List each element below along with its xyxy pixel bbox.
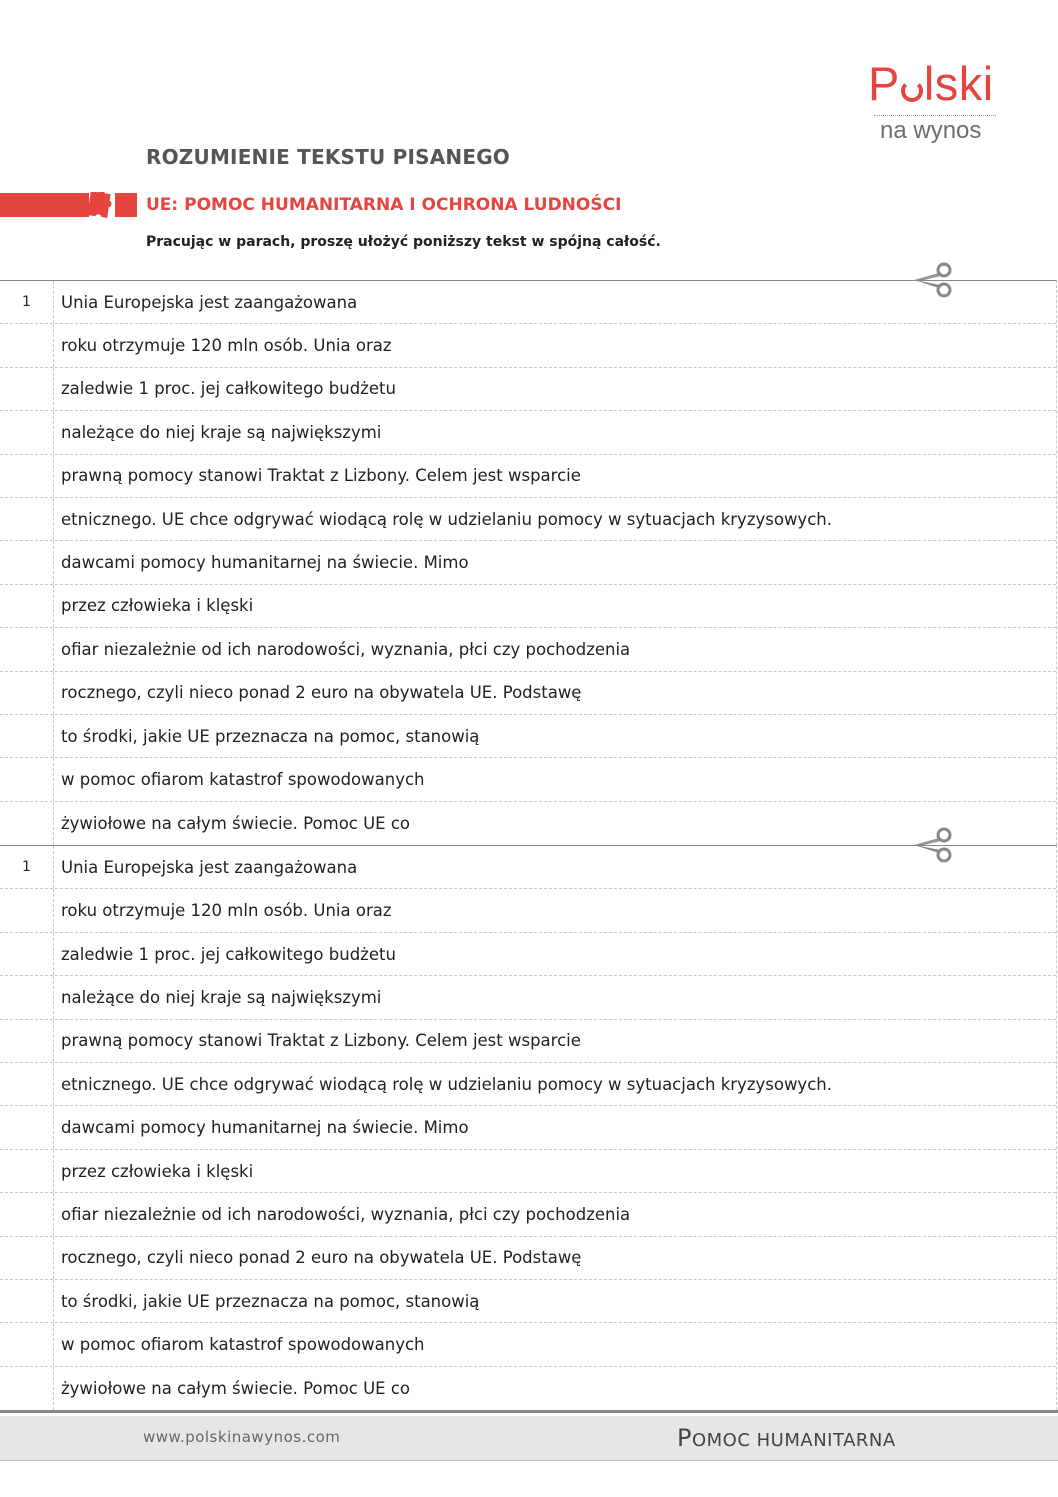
logo-letters: lski — [923, 57, 994, 110]
strip-row — [0, 498, 1056, 541]
strip-text: to środki, jakie UE przeznacza na pomoc, stanowią — [61, 1291, 480, 1311]
strip-number — [0, 758, 54, 800]
strip-text: żywiołowe na całym świecie. Pomoc UE co — [61, 1378, 411, 1398]
strip-number — [0, 1280, 54, 1322]
strip-text: rocznego, czyli nieco ponad 2 euro na obywatela UE. Podstawę — [61, 1248, 582, 1268]
strip-text: w pomoc ofiarom katastrof spowodowanych — [61, 1335, 425, 1355]
strip-number — [0, 1020, 54, 1062]
strip-text: należące do niej kraje są największymi — [61, 422, 382, 442]
strip-row — [0, 1193, 1056, 1236]
strip-text: roku otrzymuje 120 mln osób. Unia oraz — [61, 901, 392, 921]
footer — [0, 1416, 1058, 1461]
strip-text: to środki, jakie UE przeznacza na pomoc, stanowią — [61, 726, 480, 746]
strip-row — [0, 889, 1056, 932]
strip-text: ofiar niezależnie od ich narodowości, wyznania, płci czy pochodzenia — [61, 639, 631, 659]
strip-row — [0, 324, 1056, 367]
strip-text: ofiar niezależnie od ich narodowości, wyznania, płci czy pochodzenia — [61, 1204, 631, 1224]
strip-number — [0, 455, 54, 497]
footer-title — [677, 1424, 896, 1452]
strip-number: 1 — [0, 281, 54, 323]
strip-number — [0, 498, 54, 540]
strip-number — [0, 541, 54, 583]
strip-number — [0, 1193, 54, 1235]
strip-number — [0, 1367, 54, 1410]
strip-text: należące do niej kraje są największymi — [61, 987, 382, 1007]
logo-letter-p: P — [868, 57, 900, 110]
strip-number — [0, 1063, 54, 1105]
strip-row — [0, 281, 1056, 324]
strip-text: prawną pomocy stanowi Traktat z Lizbony. Celem jest wsparcie — [61, 466, 581, 486]
logo — [868, 58, 998, 146]
strip-number — [0, 411, 54, 453]
strip-number — [0, 628, 54, 670]
footer-title-initial: P — [677, 1424, 692, 1452]
strip-row — [0, 1237, 1056, 1280]
strip-row — [0, 411, 1056, 454]
strip-row — [0, 1367, 1056, 1410]
strip-number — [0, 585, 54, 627]
subtitle-accent-square — [115, 193, 137, 217]
strip-text: roku otrzymuje 120 mln osób. Unia oraz — [61, 336, 392, 356]
strip-row — [0, 802, 1056, 845]
strip-text: etnicznego. UE chce odgrywać wiodącą rolę w udzielaniu pomocy w sytuacjach kryzysowych. — [61, 509, 832, 529]
strip-row — [0, 1150, 1056, 1193]
strip-row — [0, 976, 1056, 1019]
logo-subtitle: na wynos — [880, 117, 982, 144]
strip-number: 1 — [0, 846, 54, 888]
strip-text: zaledwie 1 proc. jej całkowitego budżetu — [61, 944, 396, 964]
strip-text: w pomoc ofiarom katastrof spowodowanych — [61, 769, 425, 789]
strip-number — [0, 1150, 54, 1192]
strip-row — [0, 585, 1056, 628]
strip-text: przez człowieka i klęski — [61, 596, 254, 616]
footer-divider — [0, 1410, 1058, 1413]
strip-number — [0, 889, 54, 931]
strip-row — [0, 1020, 1056, 1063]
strip-number — [0, 933, 54, 975]
strip-row — [0, 1280, 1056, 1323]
page-title: ROZUMIENIE TEKSTU PISANEGO — [146, 145, 511, 169]
instruction-text: Pracując w parach, proszę ułożyć poniższy tekst w spójną całość. — [146, 234, 661, 250]
strip-text: zaledwie 1 proc. jej całkowitego budżetu — [61, 379, 396, 399]
strip-number — [0, 672, 54, 714]
strip-set-2 — [0, 845, 1057, 1410]
footer-url: www.polskinawynos.com — [143, 1428, 341, 1446]
strip-row — [0, 455, 1056, 498]
cut-out-strips — [0, 280, 1057, 1410]
strip-number — [0, 1106, 54, 1148]
puzzle-icon — [89, 192, 115, 218]
strip-text: Unia Europejska jest zaangażowana — [61, 292, 358, 312]
strip-number — [0, 802, 54, 845]
section-subtitle: UE: POMOC HUMANITARNA I OCHRONA LUDNOŚCI — [146, 195, 622, 215]
strip-text: etnicznego. UE chce odgrywać wiodącą rolę w udzielaniu pomocy w sytuacjach kryzysowych. — [61, 1074, 832, 1094]
strip-text: prawną pomocy stanowi Traktat z Lizbony. Celem jest wsparcie — [61, 1031, 581, 1051]
strip-row — [0, 368, 1056, 411]
strip-row — [0, 541, 1056, 584]
strip-row — [0, 672, 1056, 715]
strip-text: Unia Europejska jest zaangażowana — [61, 857, 358, 877]
strip-number — [0, 1237, 54, 1279]
strip-set-1 — [0, 280, 1057, 845]
strip-row — [0, 846, 1056, 889]
strip-number — [0, 976, 54, 1018]
strip-text: przez człowieka i klęski — [61, 1161, 254, 1181]
strip-row — [0, 715, 1056, 758]
strip-number — [0, 1323, 54, 1365]
strip-number — [0, 368, 54, 410]
strip-row — [0, 1106, 1056, 1149]
strip-text: dawcami pomocy humanitarnej na świecie. Mimo — [61, 1118, 469, 1138]
strip-text: rocznego, czyli nieco ponad 2 euro na obywatela UE. Podstawę — [61, 683, 582, 703]
footer-title-rest: OMOC HUMANITARNA — [691, 1430, 896, 1451]
strip-number — [0, 324, 54, 366]
strip-row — [0, 1323, 1056, 1366]
logo-wordmark — [868, 58, 998, 110]
strip-row — [0, 933, 1056, 976]
logo-smile-icon — [901, 80, 923, 102]
strip-text: dawcami pomocy humanitarnej na świecie. Mimo — [61, 553, 469, 573]
subtitle-accent-bar — [0, 193, 89, 217]
strip-row — [0, 1063, 1056, 1106]
strip-row — [0, 758, 1056, 801]
strip-text: żywiołowe na całym świecie. Pomoc UE co — [61, 813, 411, 833]
strip-number — [0, 715, 54, 757]
strip-row — [0, 628, 1056, 671]
